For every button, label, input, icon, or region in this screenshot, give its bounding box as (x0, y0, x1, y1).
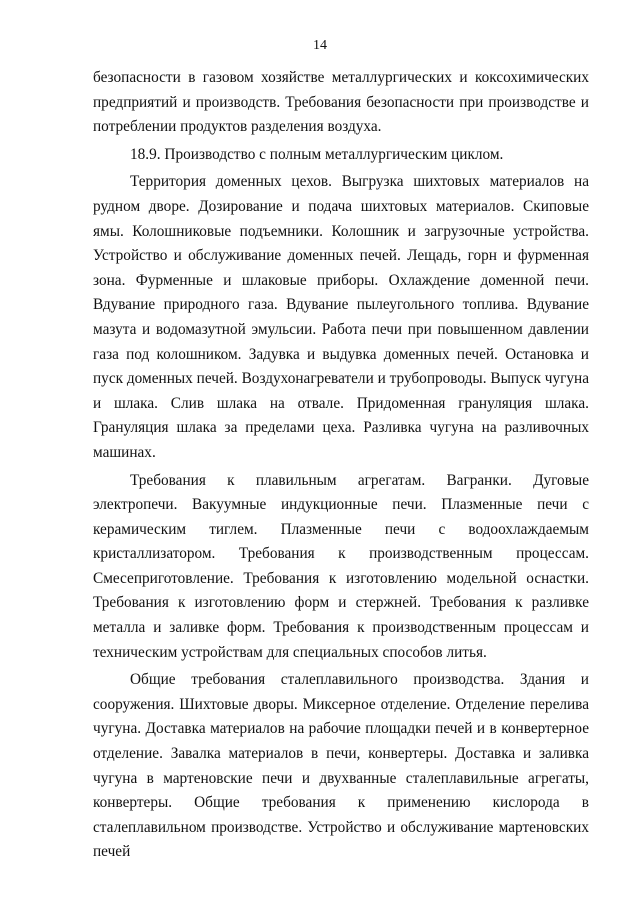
paragraph-melting-units: Требования к плавильным агрегатам. Вагранки. Дуговые электропечи. Вакуумные индукционные печи. Плазменные печи с керамическим тиглем. Плазменные печи с водоохлаждаемым кристаллизатором. Требования к производственным процессам. Смесеприготовление. Требования к изготовлению модельной оснастки. Требования к изготовлению форм и стержней. Требования к разливке металла и заливке форм. Требования к производственным процессам и техническим устройствам для специальных способов литья. (93, 471, 589, 661)
paragraph-steelmaking: Общие требования сталеплавильного производства. Здания и сооружения. Шихтовые дворы. Миксерное отделение. Отделение перелива чугуна. Доставка материалов на рабочие площадки печей и в конвертерное отделение. Завалка материалов в печи, конвертеры. Доставка и заливка чугуна в мартеновские печи и двухванные сталеплавильные агрегаты, конвертеры. Общие требования к применению кислорода в сталеплавильном производстве. Устройство и обслуживание мартеновских печей (93, 671, 589, 861)
paragraph-continuation: безопасности в газовом хозяйстве металлургических и коксохимических предприятий и производств. Требования безопасности при производстве и потреблении продуктов разделения воздуха. (93, 69, 589, 136)
page-number: 14 (313, 38, 327, 53)
paragraph-blast-furnace: Территория доменных цехов. Выгрузка шихтовых материалов на рудном дворе. Дозирование и подача шихтовых материалов. Скиповые ямы. Колошниковые подъемники. Колошник и загрузочные устройства. Устройство и обслуживание доменных печей. Лещадь, горн и фурменная зона. Фурменные и шлаковые приборы. Охлаждение доменной печи. Вдувание природного газа. Вдувание пылеугольного топлива. Вдувание мазута и водомазутной эмульсии. Работа печи при повышенном давлении газа под колошником. Задувка и выдувка доменных печей. Остановка и пуск доменных печей. Воздухонагреватели и трубопроводы. Выпуск чугуна и шлака. Слив шлака на отвале. Придоменная грануляция шлака. Грануляция шлака за пределами цеха. Разливка чугуна на разливочных машинах. (93, 173, 589, 461)
section-heading: 18.9. Производство с полным металлургическим циклом. (130, 145, 504, 163)
document-body (93, 66, 589, 865)
